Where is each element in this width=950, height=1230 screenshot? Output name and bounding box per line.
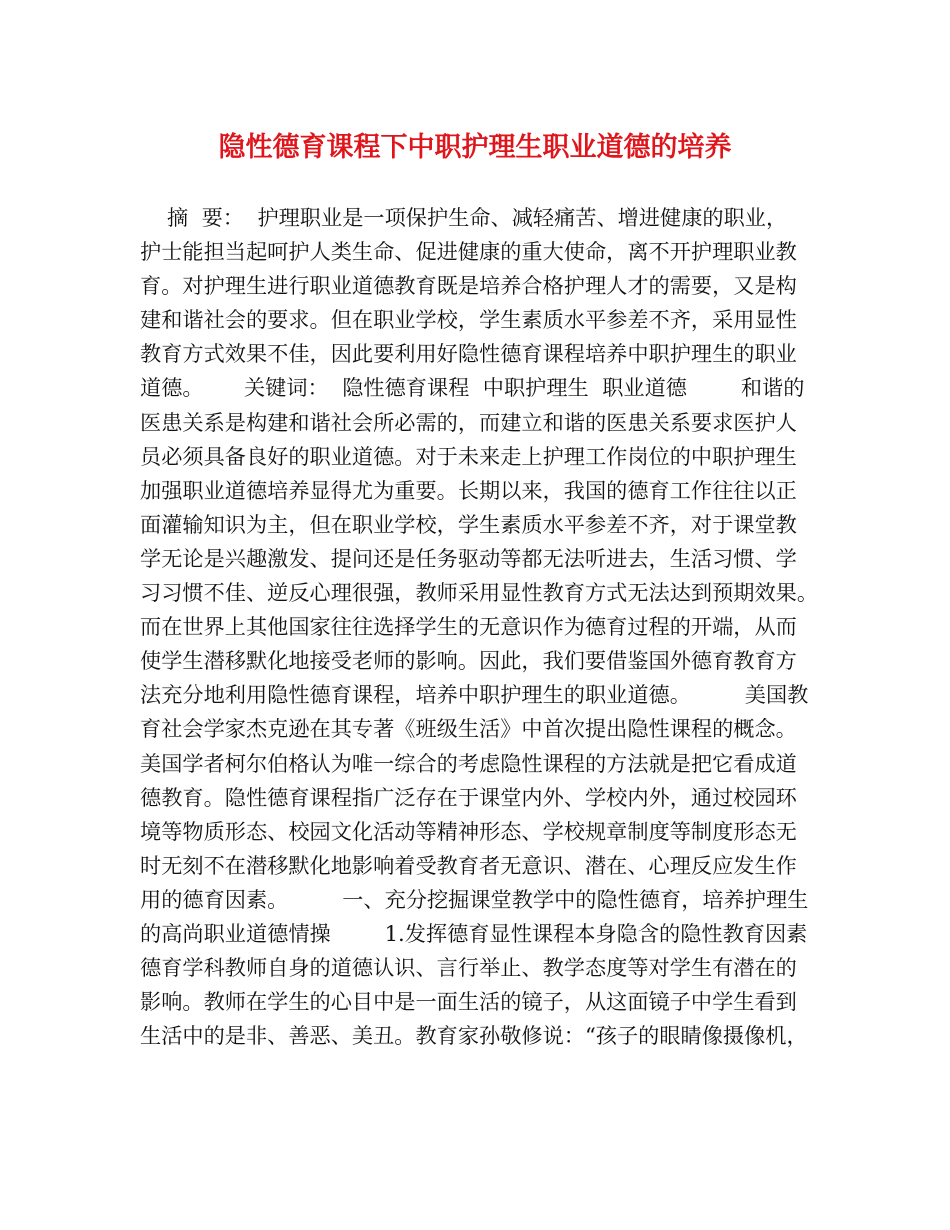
text-line: 员必须具备良好的职业道德。对于未来走上护理工作岗位的中职护理生 bbox=[140, 443, 797, 469]
text-line: 用的德育因素。 一、充分挖掘课堂教学中的隐性德育，培养护理生 bbox=[140, 886, 809, 912]
text-line: 面灌输知识为主，但在职业学校，学生素质水平参差不齐，对于课堂教 bbox=[140, 511, 797, 537]
text-line: 护士能担当起呵护人类生命、促进健康的重大使命，离不开护理职业教 bbox=[140, 239, 797, 265]
text-line: 德育学科教师自身的道德认识、言行举止、教学态度等对学生有潜在的 bbox=[140, 955, 797, 981]
text-line: 时无刻不在潜移默化地影响着受教育者无意识、潜在、心理反应发生作 bbox=[140, 852, 797, 878]
text-line: 而在世界上其他国家往往选择学生的无意识作为德育过程的开端，从而 bbox=[140, 614, 797, 640]
text-line: 医患关系是构建和谐社会所必需的，而建立和谐的医患关系要求医护人 bbox=[140, 409, 797, 435]
text-line: 境等物质形态、校园文化活动等精神形态、学校规章制度等制度形态无 bbox=[140, 818, 797, 844]
text-line: 教育方式效果不佳，因此要利用好隐性德育课程培养中职护理生的职业 bbox=[140, 341, 797, 367]
text-line: 育。对护理生进行职业道德教育既是培养合格护理人才的需要，又是构 bbox=[140, 273, 797, 299]
document-body bbox=[140, 201, 830, 1053]
text-line: 影响。教师在学生的心目中是一面生活的镜子，从这面镜子中学生看到 bbox=[140, 989, 797, 1015]
text-line: 生活中的是非、善恶、美丑。教育家孙敬修说：“孩子的眼睛像摄像机， bbox=[140, 1023, 808, 1049]
text-line: 习习惯不佳、逆反心理很强，教师采用显性教育方式无法达到预期效果。 bbox=[140, 580, 819, 606]
text-line: 育社会学家杰克逊在其专著《班级生活》中首次提出隐性课程的概念。 bbox=[140, 716, 797, 742]
text-line: 加强职业道德培养显得尤为重要。长期以来，我国的德育工作往往以正 bbox=[140, 477, 797, 503]
text-line: 美国学者柯尔伯格认为唯一综合的考虑隐性课程的方法就是把它看成道 bbox=[140, 750, 797, 776]
text-line: 法充分地利用隐性德育课程，培养中职护理生的职业道德。 美国教 bbox=[140, 682, 809, 708]
text-line: 德教育。隐性德育课程指广泛存在于课堂内外、学校内外，通过校园环 bbox=[140, 784, 797, 810]
text-line: 的高尚职业道德情操 1.发挥德育显性课程本身隐含的隐性教育因素 bbox=[140, 920, 808, 946]
text-line: 摘 要： 护理职业是一项保护生命、减轻痛苦、增进健康的职业， bbox=[140, 205, 788, 230]
document-title: 隐性德育课程下中职护理生职业道德的培养 bbox=[218, 132, 732, 163]
text-line: 使学生潜移默化地接受老师的影响。因此，我们要借鉴国外德育教育方 bbox=[140, 648, 797, 674]
text-line: 学无论是兴趣激发、提问还是任务驱动等都无法听进去，生活习惯、学 bbox=[140, 545, 797, 571]
text-line: 道德。 关键词： 隐性德育课程 中职护理生 职业道德 和谐的 bbox=[140, 375, 805, 401]
text-line: 建和谐社会的要求。但在职业学校，学生素质水平参差不齐，采用显性 bbox=[140, 307, 797, 333]
